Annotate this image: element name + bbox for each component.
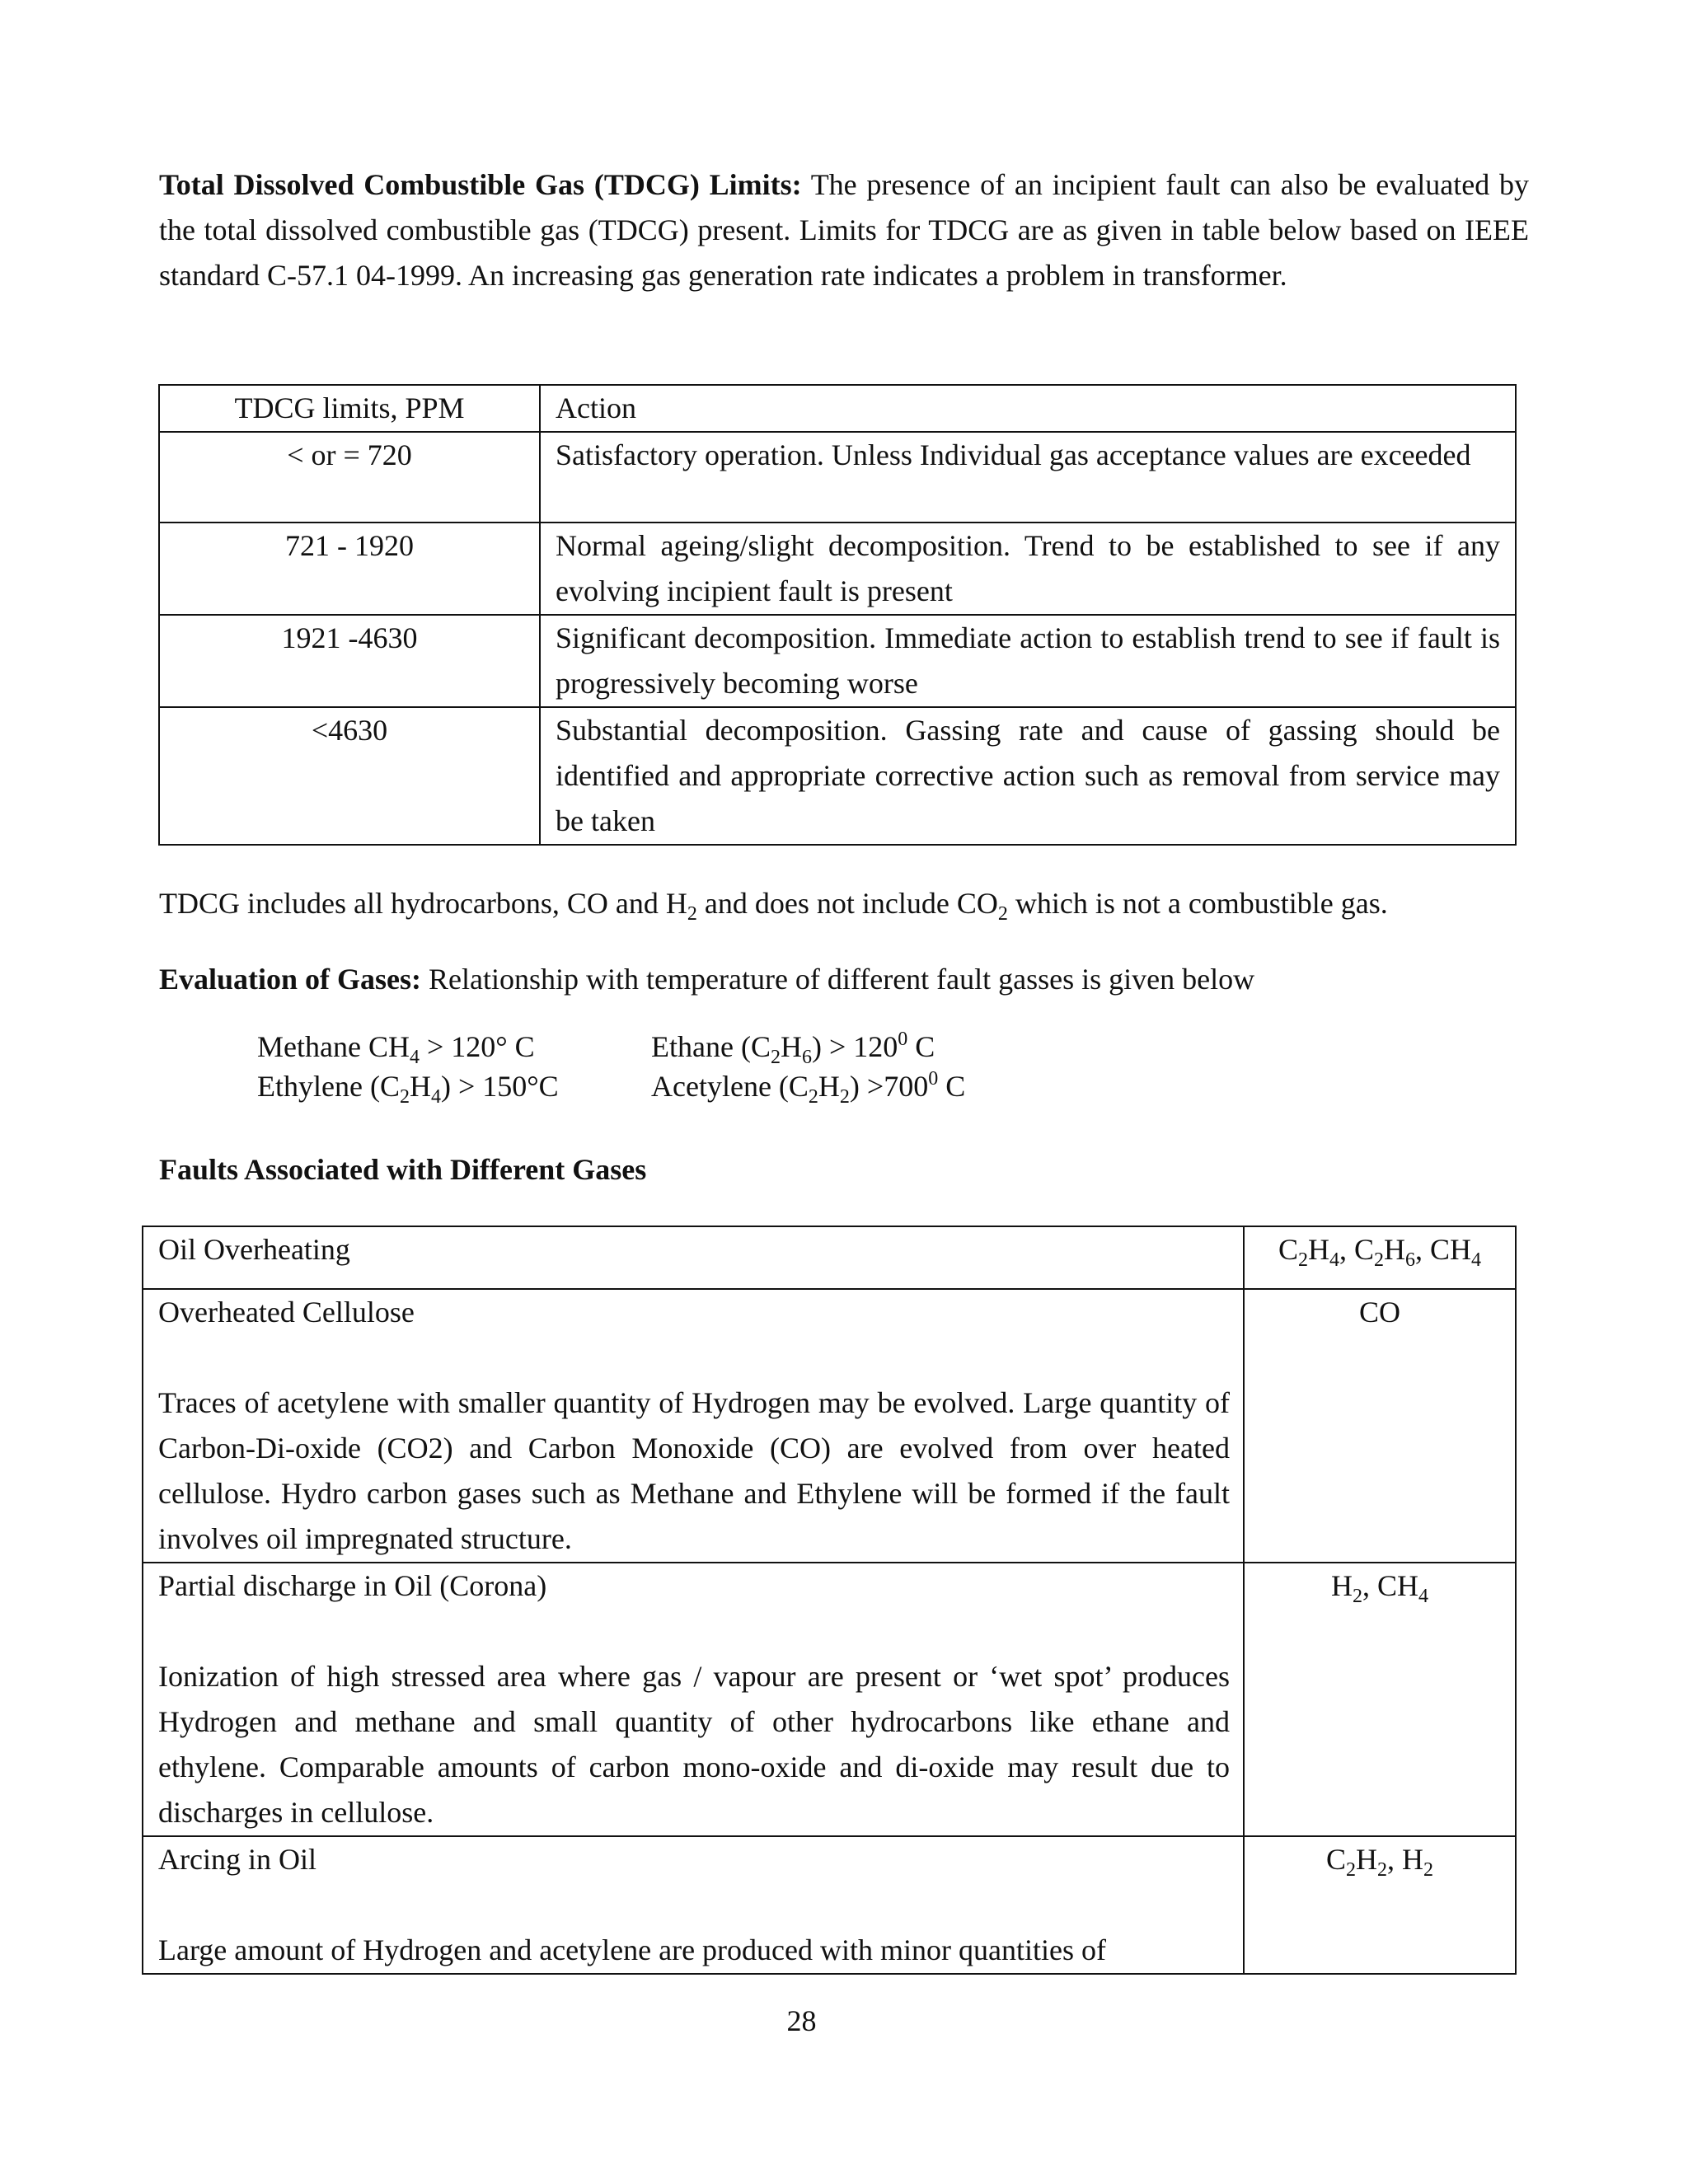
fault-cell	[143, 1226, 1244, 1289]
gas-cell: $H_2$, $CH_4$	[1244, 1563, 1516, 1836]
action-cell: Normal ageing/slight decomposition. Trend to be established to see if any evolving incipient fault is present	[540, 523, 1516, 615]
header-cell-limits: TDCG limits, PPM	[159, 385, 540, 432]
limit-cell: < or = 720	[159, 432, 540, 523]
ethane-temp: Ethane $(C_2H_6) > 120^0$ C	[651, 1029, 935, 1068]
note-text: and does not include CO	[696, 887, 998, 920]
fault-description: Large amount of Hydrogen and acetylene are produced with minor quantities of	[158, 1933, 1106, 1966]
acetylene-temp: Acetylene $(C_2H_2) >700^0$ C	[651, 1068, 966, 1108]
fault-title: Arcing in Oil	[158, 1843, 316, 1876]
faults-table	[142, 1226, 1517, 1975]
fault-description: Ionization of high stressed area where gas / vapour are present or ‘wet spot’ produces Hydrogen and methane and small quantity of other hydrocarbons like ethane and ethylene. Comparable amounts of carbon mono-oxide and di-oxide may result due to discharges in cellulose.	[158, 1660, 1230, 1829]
table-row	[143, 1836, 1516, 1974]
note-text: which is not a combustible gas.	[1007, 887, 1388, 920]
tdcg-note	[159, 881, 1560, 926]
table-row	[159, 523, 1516, 615]
fault-title: Partial discharge in Oil (Corona)	[158, 1569, 547, 1602]
limit-cell: 721 - 1920	[159, 523, 540, 615]
note-subscript: 2	[687, 903, 697, 925]
fault-description: Traces of acetylene with smaller quantity of Hydrogen may be evolved. Large quantity of Carbon-Di-oxide (CO2) and Carbon Monoxide (CO) are evolved from over heated cellulose. Hydro carbon gases such as Methane and Ethylene will be formed if the fault involves oil impregnated structure.	[158, 1386, 1230, 1555]
methane-temp: Methane $CH_4 > 120^\circ$ C	[257, 1030, 535, 1068]
note-text: TDCG includes all hydrocarbons, CO and H	[159, 887, 687, 920]
gas-row	[257, 1066, 965, 1106]
gas-cell: $C_2H_4$, $C_2H_6$, $CH_4$	[1244, 1226, 1516, 1289]
tdcg-limits-table	[158, 384, 1517, 846]
ethylene-temp: Ethylene $(C_2H_4) > 150^\circ C$	[257, 1070, 559, 1108]
gas-cell: CO	[1244, 1289, 1516, 1563]
faults-heading: Faults Associated with Different Gases	[159, 1153, 647, 1186]
evaluation-paragraph	[159, 957, 1529, 1002]
action-cell: Substantial decomposition. Gassing rate and cause of gassing should be identified and appropriate corrective action such as removal from service may be taken	[540, 707, 1516, 845]
fault-cell	[143, 1836, 1244, 1974]
fault-title: Oil Overheating	[158, 1233, 350, 1266]
page-number: 28	[786, 2004, 817, 2037]
gas-temperature-list	[257, 1027, 965, 1106]
table-row	[143, 1289, 1516, 1563]
header-cell-action: Action	[540, 385, 1516, 432]
action-cell: Significant decomposition. Immediate action to establish trend to see if fault is progressively becoming worse	[540, 615, 1516, 707]
table-row	[143, 1563, 1516, 1836]
intro-text: The presence of an incipient fault can also be evaluated by the total dissolved combustible gas (TDCG) present. Limits for TDCG are as given in table below based on IEEE standard C-57.1 04-1999. An increasing gas generation rate indicates a problem in transformer.	[159, 168, 1529, 292]
limit-cell: <4630	[159, 707, 540, 845]
table-row	[159, 432, 1516, 523]
gas-row	[257, 1027, 965, 1066]
intro-paragraph	[159, 162, 1529, 298]
fault-title: Overheated Cellulose	[158, 1296, 415, 1329]
evaluation-text: Relationship with temperature of different fault gasses is given below	[421, 963, 1255, 996]
intro-heading: Total Dissolved Combustible Gas (TDCG) Limits:	[159, 168, 802, 201]
fault-cell	[143, 1289, 1244, 1563]
gas-cell: $C_2H_2$, $H_2$	[1244, 1836, 1516, 1974]
note-subscript: 2	[997, 903, 1008, 925]
table-row	[143, 1226, 1516, 1289]
table-header-row	[159, 385, 1516, 432]
evaluation-heading: Evaluation of Gases:	[159, 963, 422, 996]
limit-cell: 1921 -4630	[159, 615, 540, 707]
table-row	[159, 615, 1516, 707]
table-row	[159, 707, 1516, 845]
action-cell: Satisfactory operation. Unless Individual gas acceptance values are exceeded	[540, 432, 1516, 523]
fault-cell	[143, 1563, 1244, 1836]
